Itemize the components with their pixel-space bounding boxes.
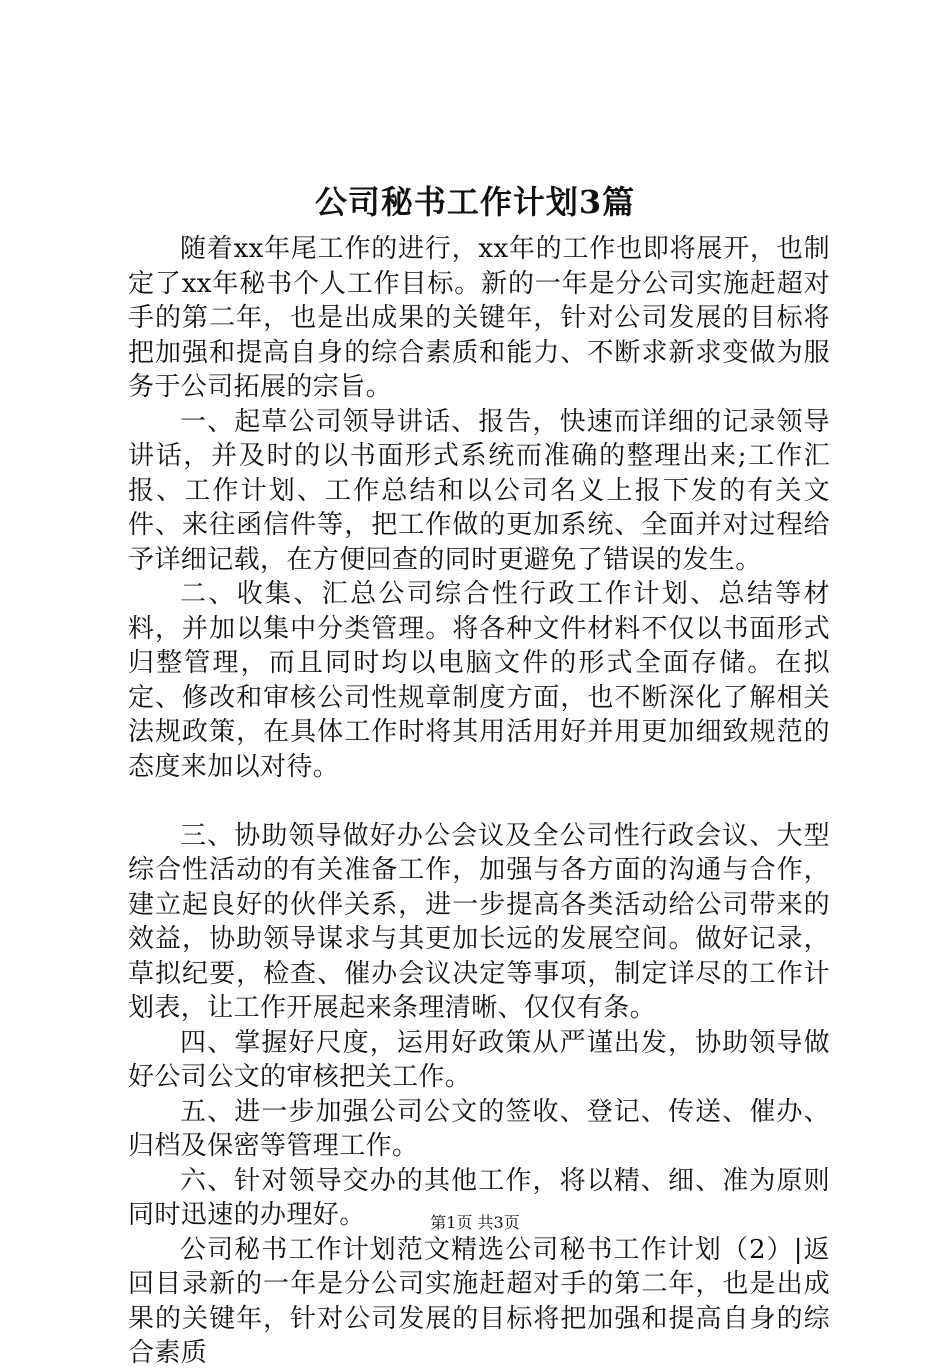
document-title: 公司秘书工作计划3篇 [314, 183, 636, 221]
paragraph-item-3: 三、协助领导做好办公会议及全公司性行政会议、大型综合性活动的有关准备工作，加强与各方面的沟通与合作，建立起良好的伙伴关系，进一步提高各类活动给公司带来的效益，协助领导谋求与其更加长远的发展空间。做好记录，草拟纪要，检查、催办会议决定等事项，制定详尽的工作计划表，让工作开展起来条理清晰、仅仅有条。 [128, 820, 830, 1023]
paragraph-plan-2-intro: 公司秘书工作计划范文精选公司秘书工作计划（2）|返回目录新的一年是分公司实施赶超对手的第二年，也是出成果的关键年，针对公司发展的目标将把加强和提高自身的综合素质 [128, 1234, 830, 1368]
document-body [128, 232, 830, 1371]
paragraph-intro: 随着xx年尾工作的进行，xx年的工作也即将展开，也制定了xx年秘书个人工作目标。新的一年是分公司实施赶超对手的第二年，也是出成果的关键年，针对公司发展的目标将把加强和提高自身的综合素质和能力、不断求新求变做为服务于公司拓展的宗旨。 [128, 234, 830, 402]
paragraph-item-5: 五、进一步加强公司公文的签收、登记、传送、催办、归档及保密等管理工作。 [128, 1096, 830, 1161]
paragraph-item-6: 六、针对领导交办的其他工作，将以精、细、准为原则同时迅速的办理好。 [128, 1165, 830, 1230]
paragraph-item-2: 二、收集、汇总公司综合性行政工作计划、总结等材料，并加以集中分类管理。将各种文件材料不仅以书面形式归整管理，而且同时均以电脑文件的形式全面存储。在拟定、修改和审核公司性规章制度方面，也不断深化了解相关法规政策，在具体工作时将其用活用好并用更加细致规范的态度来加以对待。 [128, 579, 830, 782]
paragraph-item-4: 四、掌握好尺度，运用好政策从严谨出发，协助领导做好公司公文的审核把关工作。 [128, 1027, 830, 1092]
blank-line [128, 784, 830, 819]
paragraph-item-1: 一、起草公司领导讲话、报告，快速而详细的记录领导讲话，并及时的以书面形式系统而准确的整理出来;工作汇报、工作计划、工作总结和以公司名义上报下发的有关文件、来往函信件等，把工作做的更加系统、全面并对过程给予详细记载，在方便回查的同时更避免了错误的发生。 [128, 406, 830, 575]
page-footer: 第1页 共3页 [430, 1213, 520, 1232]
